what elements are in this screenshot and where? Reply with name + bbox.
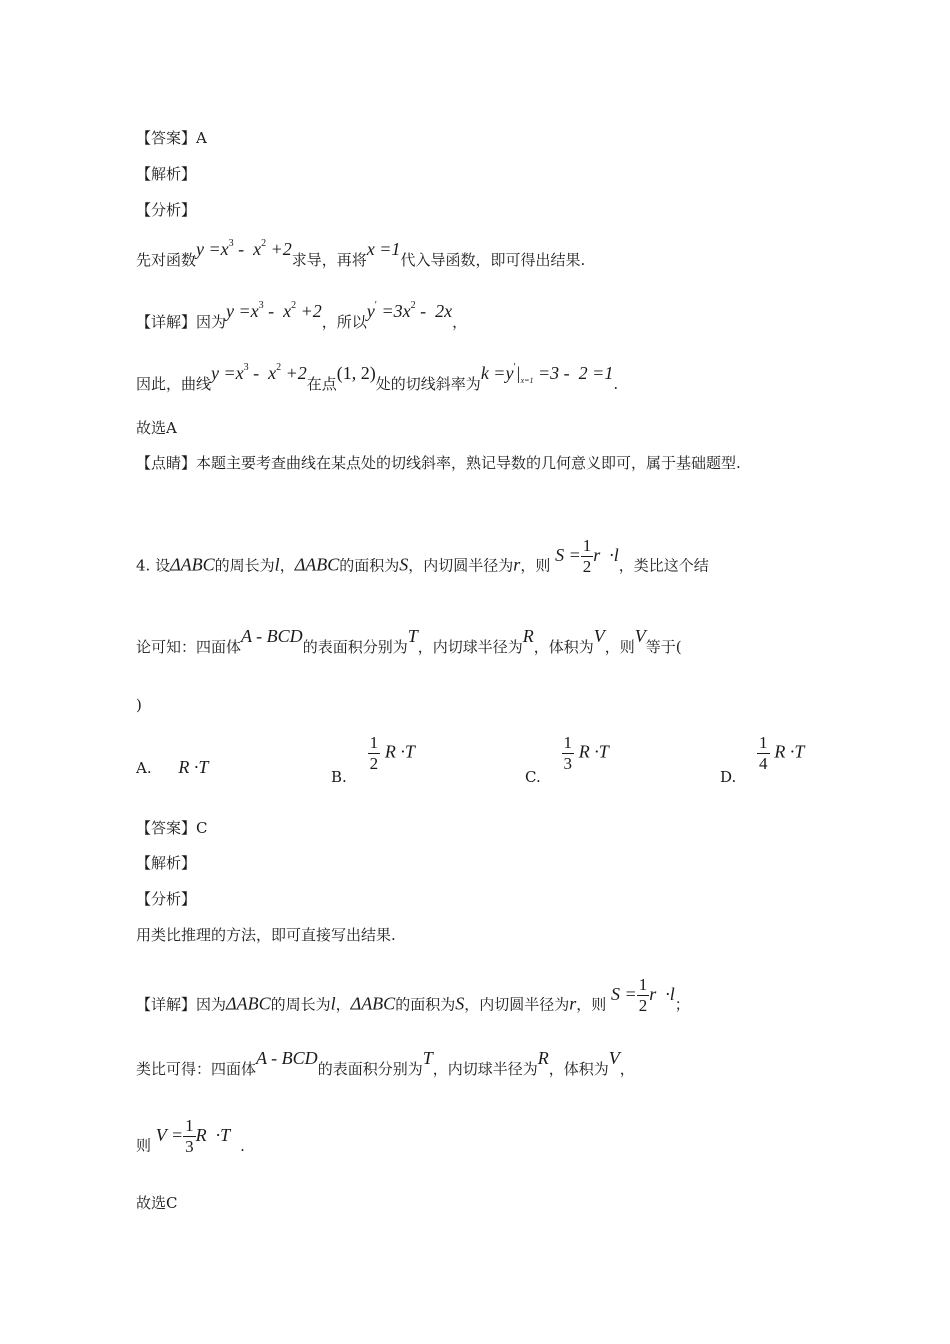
formula-area: S = $\frac{1}{2}$ r ·l	[611, 975, 675, 1015]
q4-fenxi-heading: 【分析】	[136, 890, 197, 908]
q4-stem-line3: )	[136, 696, 142, 714]
option-d[interactable]: D. $\frac{1}{4}$ R ·T	[720, 733, 805, 786]
option-b[interactable]: B. $\frac{1}{2}$ R ·T	[331, 733, 415, 786]
q3-yinci: 因此，曲线$y =x^3 - x^2 +2$在点(1, 2)处的切线斜率为$k =y'|_{x=1} =3 - 2 =1$.	[136, 362, 619, 393]
formula-function: $y =x^3 - x^2 +2$	[226, 300, 322, 321]
formula-tetrahedron: A - BCD	[241, 626, 303, 646]
formula-triangle: ΔABC	[170, 554, 215, 575]
q3-dianjing: 【点睛】本题主要考查曲线在某点处的切线斜率，熟记导数的几何意义即可，属于基础题型.	[136, 454, 741, 472]
q4-answer: 【答案】C	[136, 819, 208, 837]
formula-triangle: ΔABC	[350, 993, 396, 1014]
q4-xiangjie: 【详解】因为ΔABC的周长为l，ΔABC的面积为S，内切圆半径为r，则 S = $\frac{1}{2}$ r ·l；	[136, 975, 690, 1015]
formula-function: $y =x^3 - x^2 +2$	[211, 362, 307, 383]
formula-tetrahedron: A - BCD	[256, 1048, 318, 1068]
q4-fenxi-text: 用类比推理的方法，即可直接写出结果.	[136, 926, 396, 944]
q3-analysis-heading: 【解析】	[136, 165, 197, 183]
q4-stem-line1: 4. 设ΔABC的周长为l，ΔABC的面积为S，内切圆半径为r，则 S = $\frac{1}{2}$ r ·l，类比这个结	[136, 536, 709, 576]
option-c[interactable]: C. $\frac{1}{3}$ R ·T	[525, 733, 609, 786]
formula-triangle: ΔABC	[226, 993, 271, 1014]
q3-guxuan: 故选A	[136, 419, 177, 437]
formula-x-equals-1: x =1	[366, 239, 401, 259]
q3-xiangjie: 【详解】因为$y =x^3 - x^2 +2$，所以$y' =3x^2 - 2x$，	[136, 300, 468, 331]
q4-leibi: 类比可得：四面体A - BCD的表面积分别为T，内切球半径为R，体积为V，	[136, 1048, 635, 1078]
q4-ze: 则 V = $\frac{1}{3}$ R ·T.	[136, 1116, 245, 1156]
q3-answer: 【答案】A	[136, 129, 207, 147]
formula-function: $y =x^3 - x^2 +2$	[196, 238, 292, 259]
q3-fenxi-text: 先对函数$y =x^3 - x^2 +2$求导，再将x =1代入导函数，即可得出结果.	[136, 238, 586, 269]
formula-point: (1, 2)	[336, 363, 376, 383]
formula-slope: $k =y'|_{x=1} =3 - 2 =1$	[480, 362, 614, 385]
formula-area: S = $\frac{1}{2}$ r ·l	[555, 536, 619, 576]
q4-analysis-heading: 【解析】	[136, 854, 197, 872]
option-a[interactable]: A. R ·T	[136, 757, 209, 777]
formula-triangle: ΔABC	[294, 554, 340, 575]
q4-stem-line2: 论可知：四面体A - BCD的表面积分别为T，内切球半径为R，体积为V，则V等于(	[136, 626, 682, 656]
formula-derivative: $y' =3x^2 - 2x$	[366, 300, 453, 321]
q3-fenxi-heading: 【分析】	[136, 201, 197, 219]
q4-guxuan: 故选C	[136, 1194, 178, 1212]
formula-volume: V = $\frac{1}{3}$ R ·T	[155, 1116, 231, 1156]
